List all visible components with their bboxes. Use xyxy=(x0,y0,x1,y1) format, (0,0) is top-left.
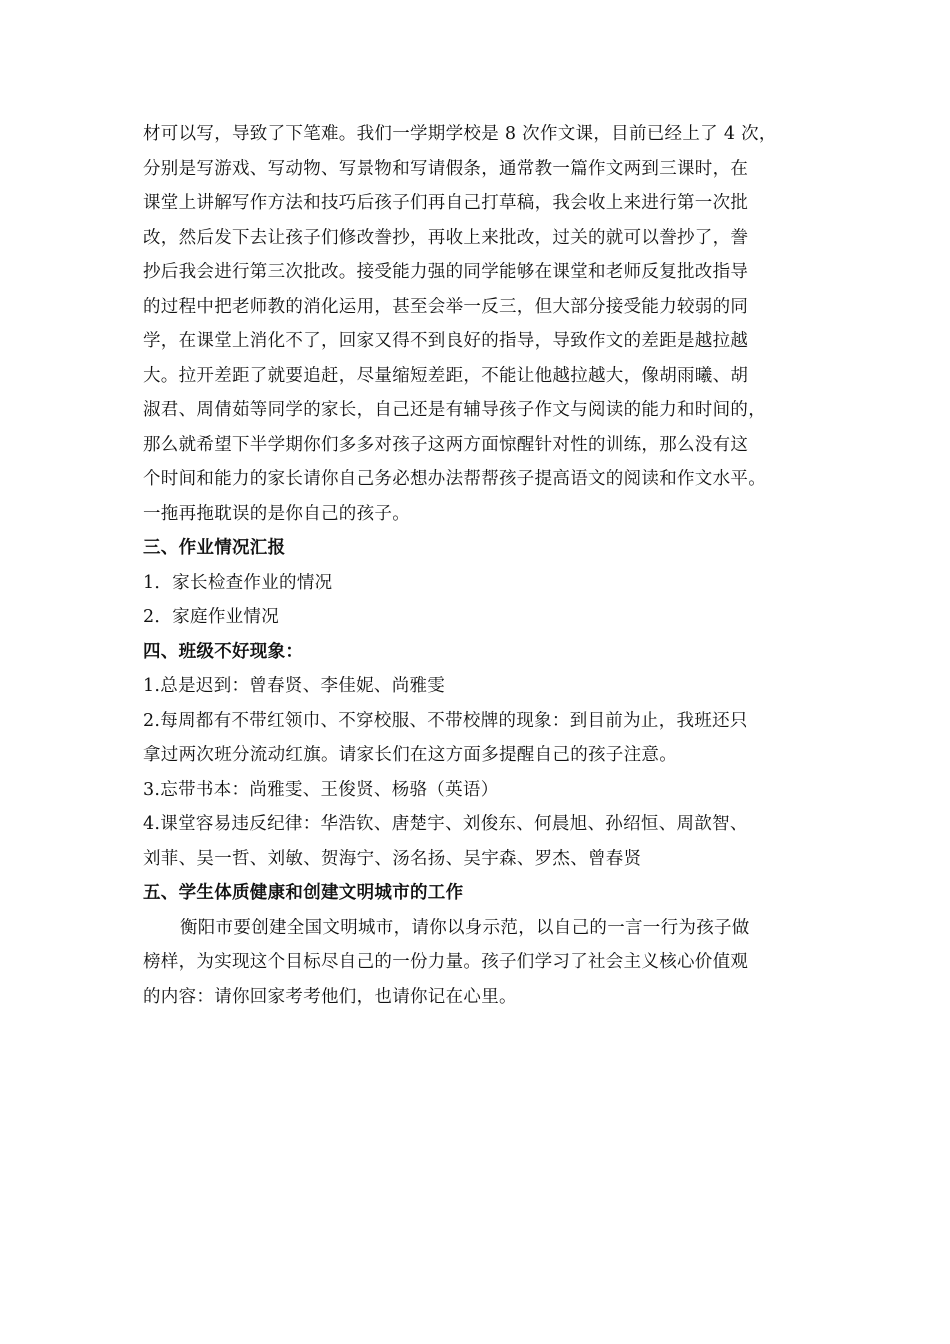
body-line: 榜样，为实现这个目标尽自己的一份力量。孩子们学习了社会主义核心价值观 xyxy=(143,952,749,972)
body-line: 材可以写，导致了下笔难。我们一学期学校是 8 次作文课，目前已经上了 4 次， xyxy=(143,124,777,144)
body-line: 那么就希望下半学期你们多多对孩子这两方面惊醒针对性的训练，那么没有这 xyxy=(143,434,749,455)
list-item-continuation: 拿过两次班分流动红旗。请家长们在这方面多提醒自己的孩子注意。 xyxy=(143,745,677,765)
section-heading-class-issues: 四、班级不好现象： xyxy=(143,641,304,662)
body-line: 大。拉开差距了就要追赶，尽量缩短差距，不能让他越拉越大，像胡雨曦、胡 xyxy=(143,365,749,386)
document-page xyxy=(143,117,813,1014)
body-line: 一拖再拖耽误的是你自己的孩子。 xyxy=(143,503,410,524)
body-line: 改，然后发下去让孩子们修改誊抄，再收上来批改，过关的就可以誊抄了，誊 xyxy=(143,227,749,248)
list-item: 1．家长检查作业的情况 xyxy=(143,572,333,593)
list-item: 3.忘带书本：尚雅雯、王俊贤、杨骆（英语） xyxy=(143,779,499,800)
list-item: 1.总是迟到：曾春贤、李佳妮、尚雅雯 xyxy=(143,676,446,696)
body-line: 学，在课堂上消化不了，回家又得不到良好的指导，导致作文的差距是越拉越 xyxy=(143,331,749,351)
list-item: 2．家庭作业情况 xyxy=(143,607,280,627)
body-line: 抄后我会进行第三次批改。接受能力强的同学能够在课堂和老师反复批改指导 xyxy=(143,262,749,282)
list-item: 2.每周都有不带红领巾、不穿校服、不带校牌的现象：到目前为止，我班还只 xyxy=(143,710,748,731)
body-line: 分别是写游戏、写动物、写景物和写请假条，通常教一篇作文两到三课时，在 xyxy=(143,158,749,179)
body-line: 的过程中把老师教的消化运用，甚至会举一反三，但大部分接受能力较弱的同 xyxy=(143,296,749,317)
body-line: 课堂上讲解写作方法和技巧后孩子们再自己打草稿，我会收上来进行第一次批 xyxy=(143,193,749,213)
body-line: 淑君、周倩茹等同学的家长，自己还是有辅导孩子作文与阅读的能力和时间的， xyxy=(143,400,766,420)
section-heading-health-civility: 五、学生体质健康和创建文明城市的工作 xyxy=(143,883,464,903)
list-item: 4.课堂容易违反纪律：华浩钦、唐楚宇、刘俊东、何晨旭、孙绍恒、周歆智、 xyxy=(143,814,748,834)
body-line: 的内容：请你回家考考他们，也请你记在心里。 xyxy=(143,986,517,1007)
body-line: 衡阳市要创建全国文明城市，请你以身示范，以自己的一言一行为孩子做 xyxy=(180,917,750,938)
body-line: 个时间和能力的家长请你自己务必想办法帮帮孩子提高语文的阅读和作文水平。 xyxy=(143,469,766,489)
list-item-continuation: 刘菲、吴一哲、刘敏、贺海宁、汤名扬、吴宇森、罗杰、曾春贤 xyxy=(143,848,642,869)
section-heading-homework: 三、作业情况汇报 xyxy=(143,538,286,558)
